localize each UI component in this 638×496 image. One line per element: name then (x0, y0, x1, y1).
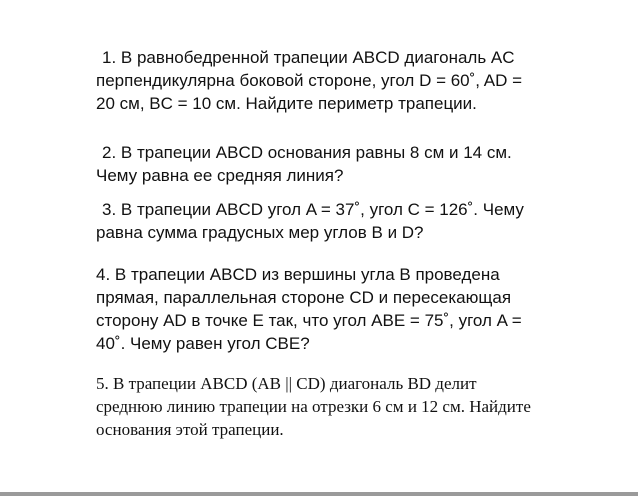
bottom-border (0, 492, 638, 496)
problem-4-line-4: 40˚. Чему равен угол CBE? (96, 334, 310, 353)
problem-5-line-3: основания этой трапеции. (96, 420, 284, 439)
problem-2-line-2: Чему равна ее средняя линия? (96, 166, 344, 185)
problem-3-line-2: равна сумма градусных мер углов B и D? (96, 223, 424, 242)
problem-2 (96, 141, 566, 187)
problem-4-line-2: прямая, параллельная стороне CD и пересекающая (96, 288, 512, 307)
problem-1-line-1: 1. В равнобедренной трапеции ABCD диагональ AC (102, 48, 515, 67)
problem-1 (96, 46, 566, 115)
problem-5-line-1: 5. В трапеции ABCD (AB || CD) диагональ BD делит (96, 374, 477, 393)
problem-5-line-2: среднюю линию трапеции на отрезки 6 см и 12 см. Найдите (96, 397, 531, 416)
problem-3-line-1: 3. В трапеции ABCD угол A = 37˚, угол C = 126˚. Чему (102, 200, 524, 219)
problem-4-line-3: сторону AD в точке E так, что угол ABE = 75˚, угол A = (96, 311, 522, 330)
problem-3 (96, 198, 566, 244)
problem-5 (96, 372, 566, 441)
problem-4 (96, 263, 566, 355)
problem-4-line-1: 4. В трапеции ABCD из вершины угла B проведена (96, 265, 500, 284)
problem-2-line-1: 2. В трапеции ABCD основания равны 8 см и 14 см. (102, 143, 512, 162)
problem-1-line-2: перпендикулярна боковой стороне, угол D = 60˚, AD = (96, 71, 523, 90)
problem-1-line-3: 20 см, BC = 10 см. Найдите периметр трапеции. (96, 94, 477, 113)
